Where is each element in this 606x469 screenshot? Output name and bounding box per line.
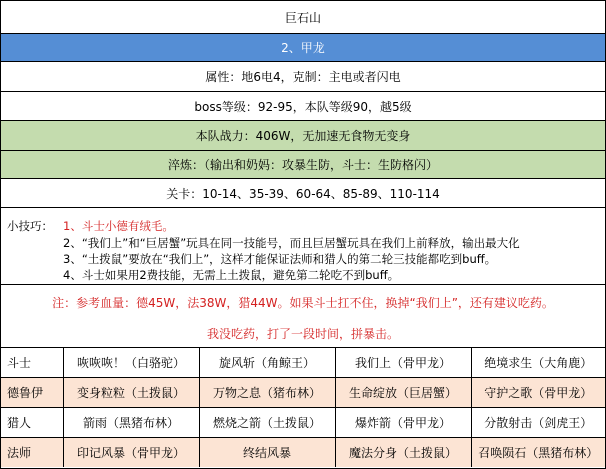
class-cell: 德鲁伊	[1, 378, 63, 408]
skill-cell: 召唤陨石（黑猪布林）	[471, 438, 605, 468]
team-power-line: 本队战力：406W，无加速无食物无变身	[1, 121, 605, 151]
tips-label: 小技巧：	[7, 219, 53, 233]
skill-cell: 魔法分身（土拨鼠）	[335, 438, 471, 468]
attribute-line: 属性：地6电4，克制：主电或者闪电	[1, 62, 605, 92]
skill-cell: 变身粒粒（土拨鼠）	[63, 378, 199, 408]
skill-cell: 我们上（骨甲龙）	[335, 348, 471, 378]
boss-level-line: boss等级：92-95，本队等级90，越5级	[1, 92, 605, 121]
section-title: 2、甲龙	[1, 34, 605, 62]
table-row	[1, 348, 605, 378]
skill-cell: 箭雨（黑猪布林）	[63, 408, 199, 438]
class-cell: 斗士	[1, 348, 63, 378]
note-blood-reference: 注：参考血量：德45W，法38W，猎44W。如果斗士扛不住，换掉“我们上”，还有建议吃药。	[52, 296, 554, 310]
stages-line: 关卡：10-14、35-39、60-64、85-89、110-114	[1, 179, 605, 208]
skill-cell: 万物之息（猪布林）	[199, 378, 335, 408]
skill-cell: 分散射击（剑虎王）	[471, 408, 605, 438]
skill-cell: 咴咴咴！（白骆驼）	[63, 348, 199, 378]
class-cell: 法师	[1, 438, 63, 468]
skill-cell: 守护之歌（骨甲龙）	[471, 378, 605, 408]
notes-section	[1, 285, 605, 348]
tips-section	[1, 208, 605, 285]
skill-cell: 生命绽放（巨居蟹）	[335, 378, 471, 408]
refine-line: 淬炼：（输出和奶妈：攻暴生防，斗士：生防格闪）	[1, 151, 605, 179]
skill-cell: 绝境求生（大角鹿）	[471, 348, 605, 378]
skill-cell: 印记风暴（骨甲龙）	[63, 438, 199, 468]
skills-table	[1, 348, 605, 467]
tip-item: 4、斗士如果用2费技能，无需上土拨鼠，避免第二轮吃不到buff。	[63, 268, 400, 282]
tip-item: 2、“我们上”和“巨居蟹”玩具在同一技能号，而且巨居蟹玩具在我们上前释放，输出最大化	[63, 236, 520, 250]
note-no-potion: 我没吃药，打了一段时间，拼暴击。	[206, 327, 399, 341]
skill-cell: 爆炸箭（骨甲龙）	[335, 408, 471, 438]
tip-item: 3、“土拨鼠”要放在“我们上”，这样才能保证法师和猎人的第二轮三技能都吃到buff。	[63, 252, 497, 266]
table-row	[1, 438, 605, 468]
skill-cell: 旋风斩（角鲸王）	[199, 348, 335, 378]
table-row	[1, 378, 605, 408]
skill-cell: 终结风暴	[199, 438, 335, 468]
page-title: 巨石山	[1, 1, 605, 34]
table-row	[1, 408, 605, 438]
tip-item: 1、斗士小德有绒毛。	[63, 219, 174, 233]
class-cell: 猎人	[1, 408, 63, 438]
skill-cell: 燃烧之箭（土拨鼠）	[199, 408, 335, 438]
